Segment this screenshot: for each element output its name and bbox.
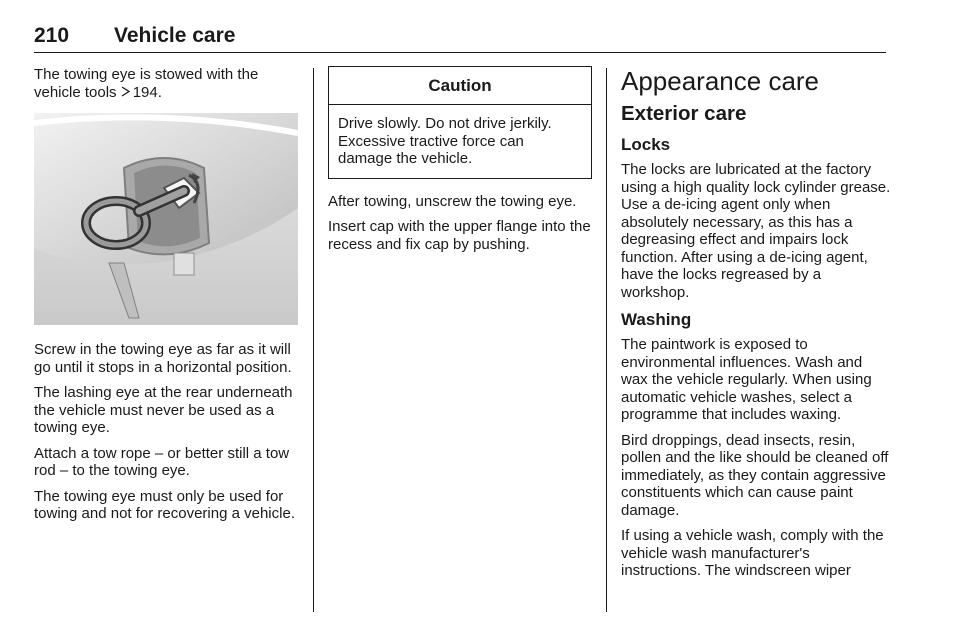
column-middle (328, 66, 592, 261)
chapter-title: Vehicle care (114, 24, 236, 47)
column-left (34, 66, 300, 531)
washing-heading: Washing (621, 310, 692, 329)
caution-title: Caution (329, 67, 591, 105)
intro-text: The towing eye is stowed with the vehicle tools (34, 66, 259, 101)
caution-text: Drive slowly. Do not drive jerkily. Excessive tractive force can damage the vehicle. (338, 115, 552, 167)
column-divider (313, 68, 314, 612)
caution-box (328, 66, 592, 179)
instruction-paragraph: The lashing eye at the rear underneath the vehicle must never be used as a towing eye. (34, 384, 293, 436)
washing-paragraph: The paintwork is exposed to environmental influences. Wash and wax the vehicle regularly. When using automatic vehicle washes, select a programme that includes waxing. (621, 336, 872, 423)
washing-paragraph: Bird droppings, dead insects, resin, pollen and the like should be cleaned off immediately, as they contain aggressive constituents which can cause paint damage. (621, 431, 889, 519)
column-right (621, 66, 891, 588)
page-number: 210 (34, 24, 70, 47)
intro-paragraph (34, 66, 300, 101)
arrow-reference-icon[interactable] (121, 84, 130, 102)
instruction-paragraph: The towing eye must only be used for towing and not for recovering a vehicle. (34, 487, 295, 522)
instruction-paragraph: Screw in the towing eye as far as it will go until it stops in a horizontal position. (34, 341, 292, 376)
instruction-paragraph: Attach a tow rope – or better still a tow rod – to the towing eye. (34, 444, 290, 479)
locks-paragraph: The locks are lubricated at the factory using a high quality lock cylinder grease. Use a de-icing agent only when absolutely necessary, as this has a degreasing effect and impairs lock function. After using a de-icing agent, have the locks regreased by a workshop. (621, 161, 891, 301)
locks-heading: Locks (621, 135, 671, 154)
page-header (34, 24, 886, 53)
towing-eye-illustration (34, 113, 298, 325)
instruction-paragraph: Insert cap with the upper flange into the recess and fix cap by pushing. (328, 218, 591, 253)
column-divider (606, 68, 607, 612)
reference-page-link[interactable]: 194. (132, 83, 162, 101)
washing-paragraph: If using a vehicle wash, comply with the vehicle wash manufacturer's instructions. The windscreen wiper (621, 527, 884, 579)
section-title: Appearance care (621, 66, 820, 96)
instruction-paragraph: After towing, unscrew the towing eye. (328, 192, 577, 210)
section-subtitle: Exterior care (621, 102, 747, 125)
